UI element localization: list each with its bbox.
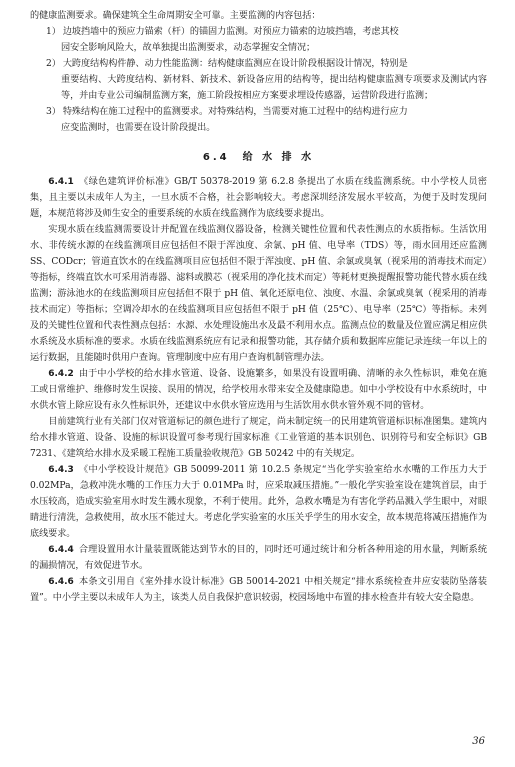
- clause-text: 合理设置用水计量装置既能达到节水的目的，同时还可通过统计和分析各种用途的用水量，判断系统的漏损情况，有效促进节水。: [30, 545, 487, 571]
- clause-number: 6.4.6: [48, 577, 74, 587]
- clause-paragraph: 实现水质在线监测需要设计并配置在线监测仪器设备，检测关键性位置和代表性测点的水质指标。生活饮用水、非传统水源的在线监测项目应包括但不限于浑浊度、余氯、pH 值、电导率（TDS）等，雨水回用还应监测 SS、CODcr；管道直饮水的在线监测项目应包括但不限于浑浊度、pH 值、余氯或臭氧（视采用的消毒技术而定）等指标，终端直饮水可采用消毒器、滤料或膜芯（视采用的净化技术而定）等耗材更换提醒报警功能代替水质在线监测；游泳池水的在线监测项目应包括但不限于 pH 值、氧化还原电位、浊度、水温、余氯或臭氧（视采用的消毒技术而定）等指标；空调冷却水的在线监测项目应包括但不限于 pH 值（25℃）、电导率（25℃）等指标。未列及的关键性位置和代表性测点包括：水源、水处理设施出水及最不利用水点。监测点位的数量及位置应满足相应供水系统及水质标准的要求。水质在线监测系统应有记录和报警功能，其存储介质和数据库应能记录连续一年以上的运行数据，且能随时供用户查询。管理制度中应有用户查询机制管理办法。: [30, 225, 487, 363]
- list-item-number: 2）: [46, 59, 61, 69]
- clause-text: 《中小学校设计规范》GB 50099-2011 第 10.2.5 条规定“当化学实验室给水水嘴的工作压力大于 0.02MPa，急救冲洗水嘴的工作压力大于 0.01MPa 时，应采取减压措施。”一般化学实验室设在建筑首层，由于水压较高，造成实验室用水时发生溅水现象，不利于使用。此外，急救水嘴是为有害化学药品溅入学生眼中，对眼睛进行清洗，急救使用，故水压不能过大。考虑化学实验室的水压关乎学生的用水安全，故本规范将减压措施作为底线要求。: [30, 465, 487, 539]
- clause-6-4-2: [30, 366, 487, 462]
- list-item-number: 1）: [46, 27, 61, 37]
- clause-paragraph: [30, 462, 487, 542]
- clause-paragraph: [30, 366, 487, 414]
- clause-6-4-3: [30, 462, 487, 542]
- clause-6-4-6: [30, 574, 487, 606]
- list-item: [30, 56, 487, 104]
- clause-text: 《绿色建筑评价标准》GB/T 50378-2019 第 6.2.8 条提出了水质在线监测系统。中小学校人员密集，且主要以未成年人为主，一旦水质不合格，社会影响较大。考虑深圳经济发展水平较高，为便于及时发现问题，本规范将涉及师生安全的重要系统的水质在线监测作为底线要求提出。: [30, 177, 487, 219]
- clause-paragraph: 目前建筑行业有关部门仅对管道标记的颜色进行了规定，尚未制定统一的民用建筑管道标识标准图集。建筑内给水排水管道、设备、设施的标识设置可参考现行国家标准《工业管道的基本识别色、识别符号和安全标识》GB 7231、《建筑给水排水及采暖工程施工质量验收规范》GB 50242 中的有关规定。: [30, 417, 487, 459]
- list-item-text-first: 大跨度结构构件静、动力性能监测：结构健康监测应在设计阶段根据设计情况，特别是: [62, 59, 408, 69]
- list-item-text-rest: 重要结构、大跨度结构、新材料、新技术、新设备应用的结构等，提出结构健康监测专项要求及测试内容等，并由专业公司编制监测方案，施工阶段按相应方案要求埋设传感器，运营阶段进行监测；: [61, 75, 487, 101]
- list-item-text-rest: 应变监测时，也需要在设计阶段提出。: [61, 123, 216, 133]
- clause-6-4-4: [30, 542, 487, 574]
- list-item-number: 3）: [46, 107, 61, 117]
- page-number: 36: [472, 736, 485, 747]
- clause-text: 由于中小学校的给水排水管道、设备、设施繁多，如果没有设置明确、清晰的永久性标识，难免在施工或日常维护、维修时发生误接、误用的情况，给学校用水带来安全及健康隐患。如中小学校设有中水系统时，中水供水管上除应设有永久性标识外，还建议中水供水管应选用与生活饮用水供水管外观不同的管材。: [30, 369, 487, 411]
- list-item-text-rest: 园安全影响风险大，故单独提出监测要求，动态掌握安全情况；: [61, 43, 316, 53]
- clause-number: 6.4.3: [48, 465, 74, 475]
- clause-6-4-1: [30, 174, 487, 366]
- clause-paragraph: [30, 542, 487, 574]
- clause-number: 6.4.2: [48, 369, 74, 379]
- clause-paragraph: [30, 174, 487, 222]
- section-title: 6.4 给 水 排 水: [202, 152, 315, 163]
- list-item-text-first: 边坡挡墙中的预应力锚索（杆）的锚固力监测。对预应力锚索的边坡挡墙，考虑其校: [62, 27, 399, 37]
- clause-number: 6.4.4: [48, 545, 74, 555]
- clause-paragraph: [30, 574, 487, 606]
- clause-text: 本条文引用自《室外排水设计标准》GB 50014-2021 中相关规定“排水系统检查井应安装防坠落装置”。中小学主要以未成年人为主，该类人员自我保护意识较弱，校园场地中布置的排水检查井有较大安全隐患。: [30, 577, 487, 603]
- intro-paragraph: 的健康监测要求。确保建筑全生命周期安全可靠。主要监测的内容包括：: [30, 11, 321, 21]
- clause-number: 6.4.1: [48, 177, 74, 187]
- list-item-text-first: 特殊结构在施工过程中的监测要求。对特殊结构，当需要对施工过程中的结构进行应力: [62, 107, 408, 117]
- monitoring-list: [30, 24, 487, 136]
- list-item: [30, 24, 487, 56]
- list-item: [30, 104, 487, 136]
